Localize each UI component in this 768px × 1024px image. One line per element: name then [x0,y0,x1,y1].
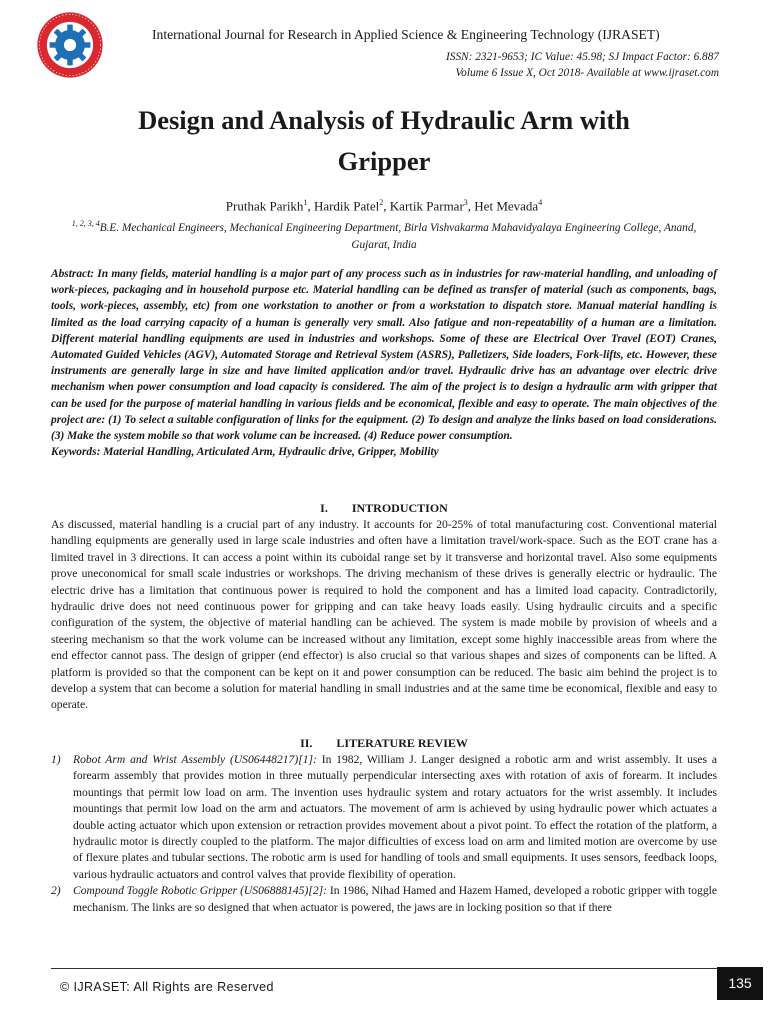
section-heading-introduction [0,500,768,516]
volume-line: Volume 6 Issue X, Oct 2018- Available at www.ijraset.com [455,67,719,79]
author-name: Het Mevada [474,198,539,214]
paper-title [60,100,708,182]
footer-divider [51,968,717,969]
list-item-number: 2) [51,884,61,898]
list-item [51,752,717,883]
reference-title: Robot Arm and Wrist Assembly (US06448217)[1]: [73,753,317,766]
list-item [51,883,717,916]
copyright-notice: © IJRASET: All Rights are Reserved [60,980,274,994]
journal-seal-icon [36,11,104,79]
author-list: Pruthak Parikh$^1$, Hardik Patel$^2$, Kartik Parmar$^3$, Het Mevada$^4$ [225,198,543,214]
keywords-text: Keywords: Material Handling, Articulated Arm, Hydraulic drive, Gripper, Mobility [51,446,439,459]
affiliation-text: B.E. Mechanical Engineers, Mechanical Engineering Department, Birla Vishvakarma Mahavidyalaya Engineering College, Anand, Gujarat, India [99,221,697,251]
abstract-block [51,266,717,460]
introduction-body: As discussed, material handling is a crucial part of any industry. It accounts for 20-25% of total manufacturing cost. Conventional material handling equipments are generally used in large scale industries and often have a limitation travel/work-space. Such as the EOT crane has a limited travel in 3 directions. It can access a point within its cuboidal range set by it transverse and horizontal travel. Also some equipments prove uneconomical for small scale industries or workshops. The driving mechanism of these drives is generally electric or hydraulic. The electric drive has a limitation that continuous power is required to hold the component and has a limited load capacity. Contradictorily, hydraulic drive does not need continuous power for gripping and can take heavy loads easily. Using hydraulic circuits and a specific configuration of the system, the objective of material handling can be achieved. The system is made mobile by provision of wheels and a steering mechanism so that the work volume can be increased without any limitation, except some highly inaccessible areas from where the end effector cannot pass. The design of gripper (end effector) is also crucial so that various shapes and sizes of components can be lifted. A platform is provided so that the component can be kept on it and power consumption can be reduced. The basic aim behind the project is to develop a system that can become a solution for material handling in small industries and at the same time be economical, flexible and easy to operate. [51,518,717,712]
journal-meta [446,49,719,81]
title-line-1: Design and Analysis of Hydraulic Arm with [138,105,630,135]
section-number: II. [300,736,313,750]
section-number: I. [320,501,328,515]
author-sup: 3 [463,198,468,207]
reference-text: In 1982, William J. Langer designed a robotic arm and wrist assembly. It uses a forearm assembly that provides motion in three mutually perpendicular intersecting axes with rotation of axis of forearm. It includes mountings that permit low load on arm. The invention uses hydraulic system and rotary actuators for the wrist assembly. It includes mountings that permit low load on the arm and actuators. The movement of arm is achieved by using hydraulic power which actuates a double acting actuator which upon extension or retraction provides movement about a pivot point. To effect the rotation of the platform, a hydraulic motor is directly coupled to the platform. The major difficulties of excess load on arm and limited motion are overcome by use of flexure plates and tubular sections. The robotic arm is used for handling of tools and small equipments. It uses sensors, feedback loops, various hydraulic actuators and control valves that provide flexibility of operation. [73,753,717,881]
author-sup: 1 [303,198,308,207]
section-title: INTRODUCTION [351,501,448,515]
reference-title: Compound Toggle Robotic Gripper (US06888145)[2]: [73,884,328,898]
literature-list [51,752,717,916]
journal-header [0,0,768,95]
abstract-text: Abstract: In many fields, material handling is a major part of any process such as in industries for raw-material handling, and unloading of work-pieces, packaging and in household purpose etc. Material handling can be defined as transfer of material (such as components, bags, tools, work-pieces, assembly, etc) from one workstation to another or from a workstation to dispatch store. Manual material handling is limited as the load carrying capacity of a human is generally very small. Also fatigue and non-repeatability of a human are a limitation. Different material handling equipments are used in industries and workshops. Some of these are Electrical Over Travel (EOT) Cranes, Automated Guided Vehicles (AGV), Automated Storage and Retrieval System (ASRS), Palletizers, Side loaders, Fork-lifts, etc. However, these instruments are generally large in size and have limited application and/or travel. Hydraulic drive has an advantage over electric drive mechanism when power consumption and load capacity is considered. The aim of the project is to design a hydraulic arm with gripper that can be used for the purpose of material handling in various fields and be economical, flexible and easy to operate. The main objectives of the project are: (1) To select a suitable configuration of links for the equipment. (2) To design and analyze the links based on load considerations. (3) Make the system mobile so that work volume can be increased. (4) Reduce power consumption. [51,268,717,443]
author-name: Hardik Patel [313,198,380,214]
list-item-number: 1) [51,753,61,766]
author-name: Pruthak Parikh [225,198,304,214]
section-title: LITERATURE REVIEW [336,736,468,750]
author-sup: 2 [379,198,384,207]
issn-line: ISSN: 2321-9653; IC Value: 45.98; SJ Impact Factor: 6.887 [446,51,719,63]
page-number: 135 [717,967,763,1000]
journal-name: International Journal for Research in Applied Science & Engineering Technology (IJRASET) [152,27,660,42]
affiliation-sup: 1, 2, 3, 4 [71,219,100,228]
title-line-2: Gripper [337,146,431,176]
affiliation [54,215,714,254]
author-name: Kartik Parmar [389,198,464,214]
reference-text: In 1986, Nihad Hamed and Hazem Hamed, developed a robotic gripper with toggle mechanism. The links are so designed that when actuator is powered, the jaws are in locking position so that if there [73,884,717,914]
section-heading-literature-review [0,735,768,751]
author-sup: 4 [538,198,543,207]
